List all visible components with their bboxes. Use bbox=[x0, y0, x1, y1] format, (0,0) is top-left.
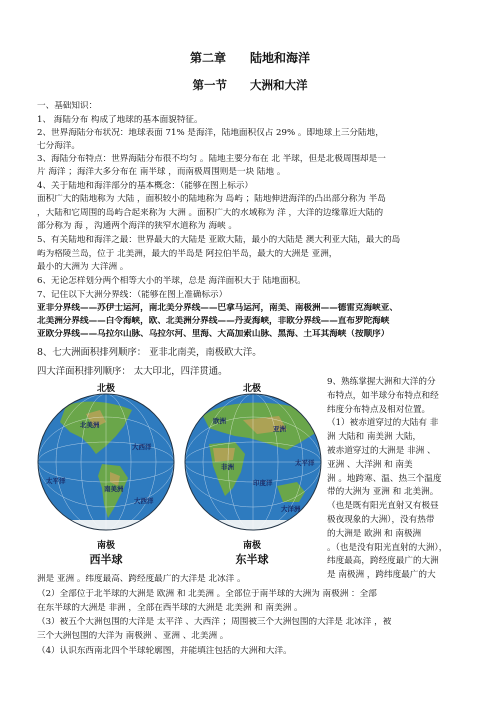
right-column-line: 被赤道穿过的大洲是 非洲 、 bbox=[327, 446, 436, 456]
text-line: 亚欧分界线——乌拉尔山脉、乌拉尔河、里海、大高加索山脉、黑海、土耳其海峡（按顺序） bbox=[37, 329, 390, 339]
map-label: 印度洋 bbox=[253, 479, 273, 487]
text-line: 北美洲分界线——白令海峡，欧、北美洲分界线——丹麦海峡，非欧分界线——直布罗陀海峡 bbox=[37, 316, 390, 326]
map-label: 太平洋 bbox=[46, 477, 66, 485]
right-column-line: 9、熟练掌握大洲和大洋的分 bbox=[327, 377, 436, 387]
text-line: ，大陆和它周围的岛屿合起来称为 大洲 。面积广大的水域称为 洋 ，大洋的边缘靠近大陆的 bbox=[37, 208, 384, 218]
right-column-line: 带的大洲为 亚洲 和 北美洲。 bbox=[327, 487, 439, 498]
text-line: 4、关于陆地和海洋部分的基本概念：（能够在图上标示） bbox=[37, 181, 254, 191]
bottom-text-line: 在东半球的大洲是 非洲 ，全部在西半球的大洲是 北美洲 和 南美洲 。 bbox=[37, 603, 303, 613]
text-line: 7、记住以下大洲分界线：（能够在图上准确标示） bbox=[37, 290, 228, 300]
bottom-text-line: 洲是 亚洲 。纬度最高、跨经度最广的大洋是 北冰洋 。 bbox=[37, 574, 246, 584]
right-column-line: 极夜现象的大洲），没有热带 bbox=[327, 515, 435, 525]
text-line: 1、 海陆分布 构成了地球的基本面貌特征。 bbox=[37, 115, 203, 125]
map-label: 大洋洲 bbox=[281, 505, 301, 513]
map-label: 北美洲 bbox=[80, 421, 100, 429]
text-line: 6、无论怎样划分两个相等大小的半球，总是 海洋面积大于 陆地面积。 bbox=[37, 276, 306, 286]
right-column-line: 亚洲 、大洋洲 和 南美 bbox=[327, 459, 413, 470]
bottom-text-line: 三个大洲包围的大洋为 南极洲 、亚洲 、北美洲 。 bbox=[37, 631, 229, 641]
text-line: 一、基础知识： bbox=[37, 101, 98, 111]
text-line: 亚非分界线——苏伊士运河，南北美分界线——巴拿马运河，南美、南极洲——德雷克海峡亚、 bbox=[37, 303, 398, 313]
right-column-line: 的大洲是 欧洲 和 南极洲 bbox=[327, 528, 422, 539]
map-label: 亚洲 bbox=[273, 425, 286, 433]
text-line: 最小的大洲为 大洋洲 。 bbox=[37, 262, 129, 272]
bottom-text-line: （2）全部位于北半球的大洲是 欧洲 和 北美洲 。全部位于南半球的大洲为 南极洲 ：全部 bbox=[37, 589, 377, 599]
map-label: 南美洲 bbox=[104, 485, 124, 493]
right-column-line: 纬度分布特点及相对位置。 bbox=[327, 404, 431, 415]
bottom-text-line: （3）被五个大洲包围的大洋是 太平洋 、大西洋 ；周围被三个大洲包围的大洋是 北冰洋 ，被 bbox=[37, 617, 392, 627]
section-title: 第一节 大洲和大洋 bbox=[192, 78, 308, 92]
west-north-pole-label: 北极 bbox=[96, 384, 115, 394]
text-line: 七分海洋。 bbox=[37, 141, 80, 151]
right-column-line: 是 南极洲 ，跨纬度最广的大 bbox=[327, 570, 436, 581]
text-line: 3、海陆分布特点：世界海陆分布很不均匀 。陆地主要分布在 北 半球，但是北极周围却是一 bbox=[37, 154, 386, 164]
bottom-text-line: （4）认识东西南北四个半球轮廓图，并能填注包括的大洲和大洋。 bbox=[37, 646, 292, 656]
east-hemisphere-label: 东半球 bbox=[235, 553, 269, 566]
text-line: 5、有关陆地和海洋之最：世界最大的大陆是 亚欧大陆，最小的大陆是 澳大利亚大陆，最大的岛 bbox=[37, 235, 401, 245]
text-line: 屿为格陵兰岛，位于 北美洲，最大的半岛是 阿拉伯半岛，最大的大洲是 亚洲， bbox=[37, 249, 338, 259]
text-line: 片 海洋 ；海洋大多分布在 南半球 ，而南极周围则是一块 陆地 。 bbox=[37, 167, 286, 177]
west-hemisphere-label: 西半球 bbox=[89, 553, 123, 566]
text-line: 2、世界海陆分布状况：地球表面 71% 是海洋，陆地面积仅占 29% 。即地球上三分陆地， bbox=[37, 128, 384, 138]
east-south-pole-label: 南极 bbox=[242, 541, 261, 551]
right-column-line: 纬度最高，跨经度最广的大洲 bbox=[327, 556, 439, 567]
east-north-pole-label: 北极 bbox=[242, 384, 261, 394]
map-label: 欧洲 bbox=[213, 417, 226, 425]
right-column-line: 洲 。地跨寒、温、热三个温度 bbox=[327, 473, 442, 484]
map-label: 太平洋 bbox=[295, 459, 315, 467]
right-column-line: 。（也是没有阳光直射的大洲）， bbox=[327, 542, 448, 553]
map-label: 大西洋 bbox=[134, 497, 154, 505]
text-line: 面积广大的陆地称为 大陆 ，面积较小的陆地称为 岛屿 ；陆地伸进海洋的凸出部分称为 半岛 bbox=[37, 194, 386, 204]
west-hemisphere-map bbox=[36, 392, 176, 532]
text-line: 部分称为 海 ，沟通两个海洋的狭窄水道称为 海峡 。 bbox=[37, 221, 237, 231]
chapter-title: 第二章 陆地和海洋 bbox=[189, 51, 310, 65]
west-south-pole-label: 南极 bbox=[96, 541, 115, 551]
right-column-line: 布特点，如半球分布特点和经 bbox=[327, 390, 439, 401]
east-hemisphere-map bbox=[183, 392, 323, 532]
text-line: 8、七大洲面积排列顺序： 亚非北南美，南极欧大洋。 bbox=[37, 347, 262, 358]
map-label: 非洲 bbox=[221, 463, 234, 471]
right-column-line: （1）被赤道穿过的大陆有 非 bbox=[327, 418, 439, 429]
text-line: 四大洋面积排列顺序： 太大印北，四洋贯通。 bbox=[37, 366, 228, 377]
right-column-line: 洲 大陆和 南美洲 大陆， bbox=[327, 432, 422, 443]
map-label: 大西洋 bbox=[132, 443, 152, 451]
right-column-line: （也是既有阳光直射又有极昼 bbox=[327, 501, 439, 512]
